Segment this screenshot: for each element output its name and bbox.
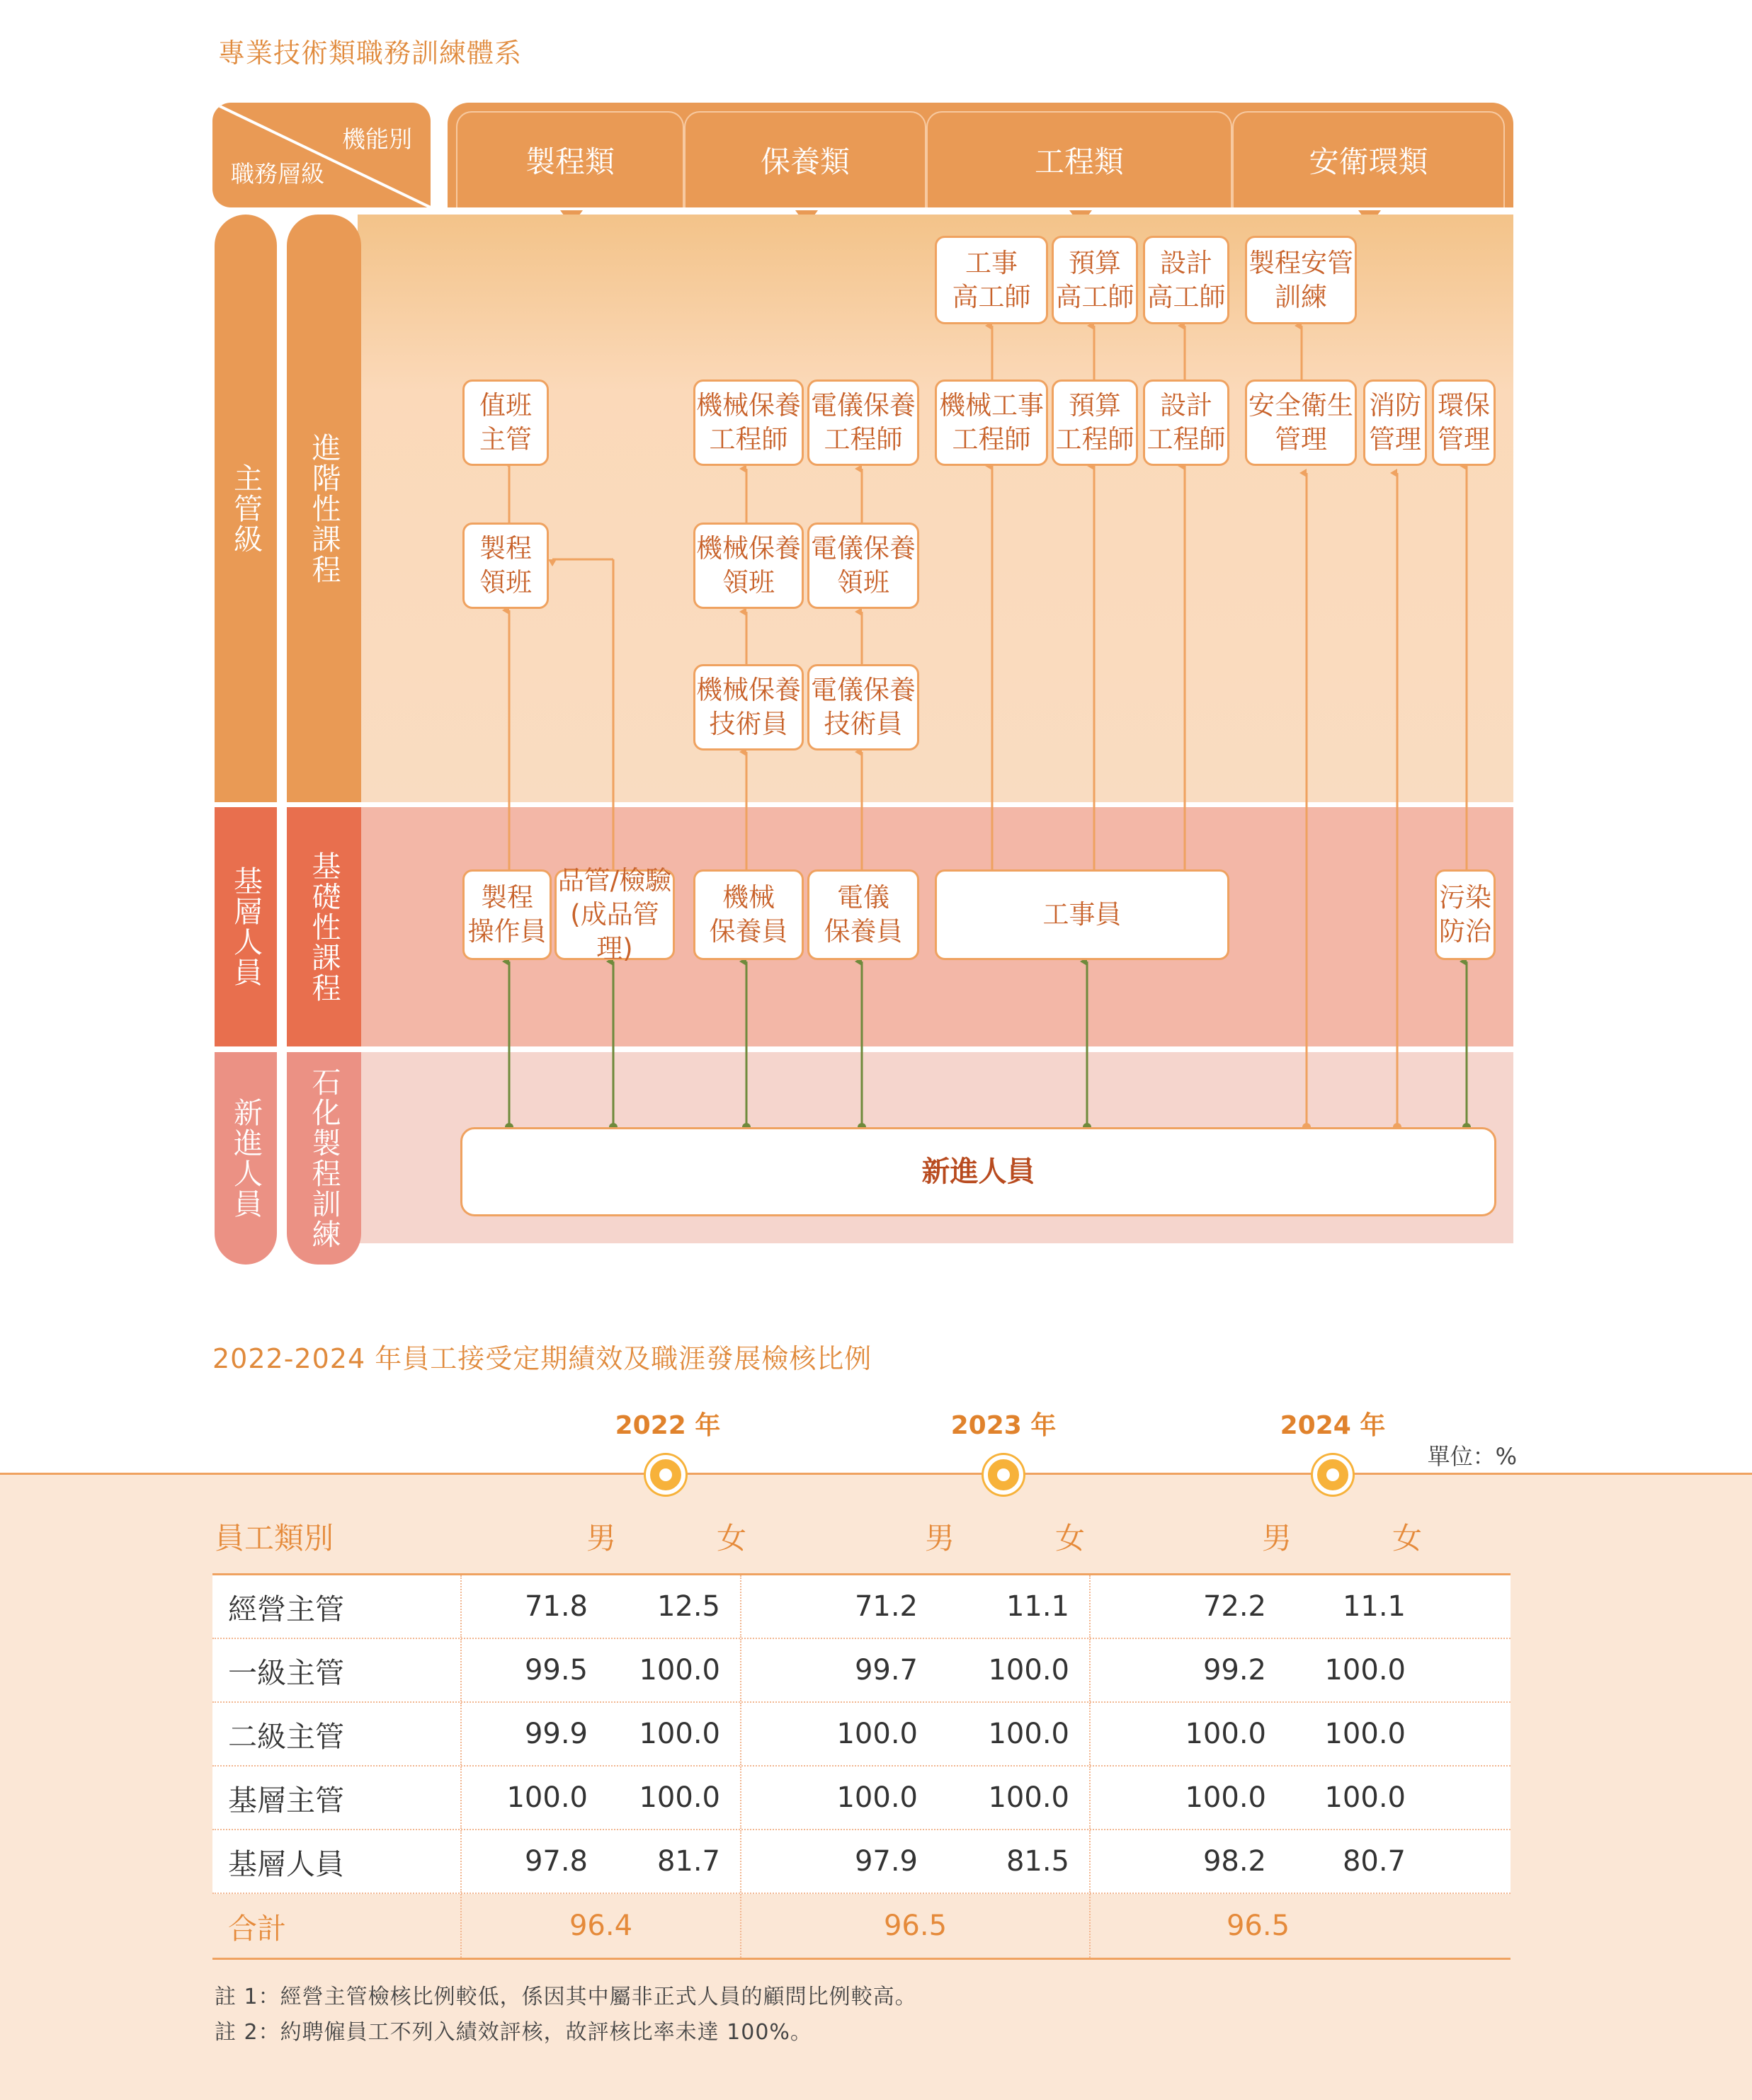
value-cell: 100.0: [1185, 1781, 1266, 1814]
node-elec-maint-technician: 電儀保養 技術員: [807, 664, 919, 751]
value-cell: 99.5: [524, 1654, 588, 1687]
value-cell: 71.2: [854, 1590, 918, 1623]
function-axis-label: 機能別: [342, 125, 412, 153]
timeline-dot-icon: [984, 1455, 1023, 1495]
header-female-2024: 女: [1392, 1521, 1423, 1556]
total-value: 96.5: [741, 1894, 1091, 1958]
year-label-2023: 2023 年: [950, 1411, 1057, 1440]
review-table-body: [212, 1575, 1511, 1960]
node-construction-engineer: 機械工事 工程師: [935, 380, 1048, 466]
node-duty-supervisor: 值班 主管: [462, 380, 549, 466]
level-basic-staff: 基層人員: [215, 807, 277, 1046]
table-row: [212, 1639, 1511, 1703]
level-management: 主管級: [215, 215, 277, 802]
value-cell: 100.0: [836, 1781, 918, 1814]
value-cell: 100.0: [836, 1718, 918, 1750]
value-cell: 99.7: [854, 1654, 918, 1687]
value-cell: 100.0: [608, 1639, 741, 1701]
function-label: 安衛環類: [1309, 144, 1428, 179]
value-cell: 97.8: [524, 1845, 588, 1878]
value-cell: 81.5: [938, 1830, 1091, 1893]
year-label-2024: 2024 年: [1280, 1411, 1386, 1440]
note-2: 註 2：約聘僱員工不列入績效評核，故評核比率未達 100%。: [215, 2020, 812, 2045]
value-cell: 71.8: [524, 1590, 588, 1623]
header-male-2022: 男: [586, 1521, 617, 1556]
function-label: 保養類: [760, 144, 850, 179]
node-process-operator: 製程 操作員: [462, 869, 552, 960]
row-label: 經營主管: [212, 1575, 462, 1638]
value-cell: 99.2: [1202, 1654, 1266, 1687]
value-cell: 100.0: [938, 1703, 1091, 1765]
value-cell: 100.0: [1185, 1718, 1266, 1750]
table-title: 2022-2024 年員工接受定期績效及職涯發展檢核比例: [212, 1343, 872, 1374]
value-cell: 100.0: [938, 1639, 1091, 1701]
timeline-dot-icon: [1313, 1455, 1353, 1495]
header-female-2023: 女: [1055, 1521, 1086, 1556]
level-new-course: 石化製程訓練: [287, 1052, 361, 1265]
total-value: 96.5: [1226, 1910, 1290, 1942]
level-basic-course: 基礎性課程: [287, 807, 361, 1046]
node-construction-staff: 工事員: [935, 869, 1229, 960]
function-label: 工程類: [1034, 144, 1124, 179]
node-senior-design-engineer: 設計 高工師: [1143, 236, 1229, 324]
total-value: 96.4: [462, 1894, 741, 1958]
value-cell: 72.2: [1202, 1590, 1266, 1623]
row-label: 二級主管: [212, 1703, 462, 1765]
header-category: 員工類別: [215, 1521, 334, 1556]
node-senior-budget-engineer: 預算 高工師: [1052, 236, 1138, 324]
diagram-title: 專業技術類職務訓練體系: [218, 38, 523, 69]
node-senior-construction-engineer: 工事 高工師: [935, 236, 1048, 324]
row-label: 基層人員: [212, 1830, 462, 1893]
level-axis-label: 職務層級: [231, 160, 324, 188]
table-row: [212, 1767, 1511, 1830]
note-1: 註 1：經營主管檢核比例較低，係因其中屬非正式人員的顧問比例較高。: [215, 1985, 917, 2009]
node-elec-maint-leader: 電儀保養 領班: [807, 523, 919, 609]
node-safety-health-mgmt: 安全衛生 管理: [1245, 380, 1357, 466]
timeline-dot-icon: [646, 1455, 686, 1495]
value-cell: 11.1: [1342, 1590, 1406, 1623]
value-cell: 80.7: [1342, 1845, 1406, 1878]
value-cell: 97.9: [854, 1845, 918, 1878]
node-mech-maint-engineer: 機械保養 工程師: [693, 380, 804, 466]
header-male-2024: 男: [1262, 1521, 1292, 1556]
node-fire-mgmt: 消防 管理: [1363, 380, 1427, 466]
function-label: 製程類: [525, 144, 615, 179]
node-elec-maint-engineer: 電儀保養 工程師: [807, 380, 919, 466]
table-row: [212, 1575, 1511, 1639]
value-cell: 11.1: [938, 1575, 1091, 1638]
year-label-2022: 2022 年: [615, 1411, 721, 1440]
node-pollution-control: 污染 防治: [1435, 869, 1496, 960]
row-label: 一級主管: [212, 1639, 462, 1701]
node-mech-maint-leader: 機械保養 領班: [693, 523, 804, 609]
value-cell: 100.0: [1324, 1718, 1406, 1750]
node-elec-maint-staff: 電儀 保養員: [807, 869, 919, 960]
node-budget-engineer: 預算 工程師: [1052, 380, 1138, 466]
value-cell: 98.2: [1202, 1845, 1266, 1878]
value-cell: 99.9: [524, 1718, 588, 1750]
value-cell: 100.0: [1324, 1654, 1406, 1687]
value-cell: 100.0: [506, 1781, 588, 1814]
total-row: [212, 1894, 1511, 1960]
node-mech-maint-staff: 機械 保養員: [693, 869, 804, 960]
row-label: 基層主管: [212, 1767, 462, 1829]
node-process-leader: 製程 領班: [462, 523, 549, 609]
level-new-staff: 新進人員: [215, 1052, 277, 1265]
unit-label: 單位：%: [1427, 1443, 1517, 1470]
node-process-safety-training: 製程安管 訓練: [1245, 236, 1357, 324]
header-female-2022: 女: [717, 1521, 747, 1556]
value-cell: 100.0: [1324, 1781, 1406, 1814]
total-label: 合計: [212, 1894, 462, 1958]
value-cell: 100.0: [608, 1767, 741, 1829]
node-new-staff: 新進人員: [460, 1127, 1496, 1216]
value-cell: 81.7: [608, 1830, 741, 1893]
header-male-2023: 男: [925, 1521, 955, 1556]
value-cell: 100.0: [938, 1767, 1091, 1829]
level-advanced-course: 進階性課程: [287, 215, 361, 802]
node-design-engineer: 設計 工程師: [1143, 380, 1229, 466]
table-row: [212, 1703, 1511, 1767]
value-cell: 12.5: [608, 1575, 741, 1638]
value-cell: 100.0: [608, 1703, 741, 1765]
table-row: [212, 1830, 1511, 1894]
node-mech-maint-technician: 機械保養 技術員: [693, 664, 804, 751]
node-environment-mgmt: 環保 管理: [1432, 380, 1496, 466]
timeline-line: [0, 1473, 1752, 1475]
node-quality-inspection: 品管/檢驗 (成品管理): [554, 869, 675, 960]
